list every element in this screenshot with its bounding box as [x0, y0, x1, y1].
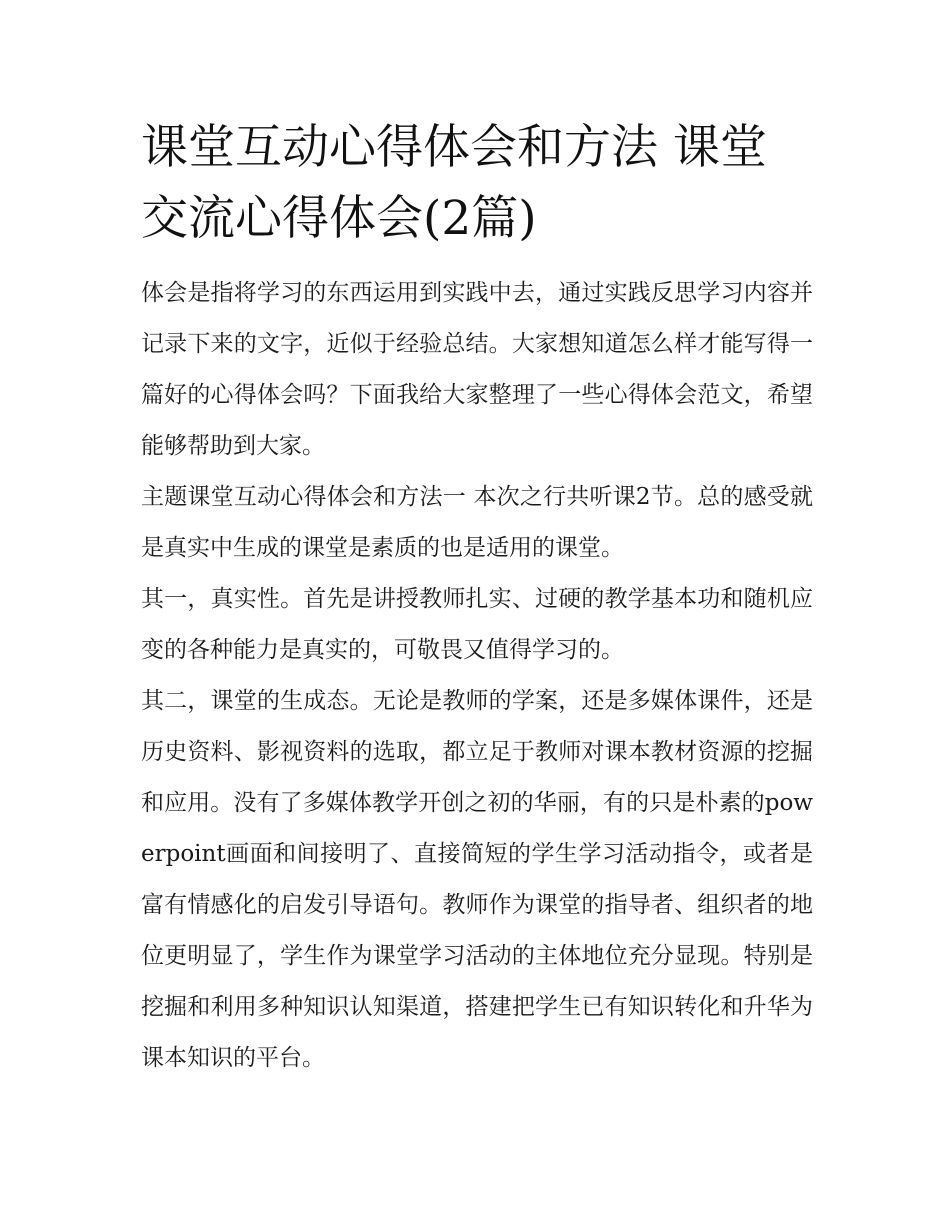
paragraph-topic: 主题课堂互动心得体会和方法一 本次之行共听课2节。总的感受就是真实中生成的课堂是素质的也是适用的课堂。: [141, 484, 813, 561]
paragraph-point-one: 其一，真实性。首先是讲授教师扎实、过硬的教学基本功和随机应变的各种能力是真实的，可敬畏又值得学习的。: [141, 586, 813, 663]
paragraph-intro: 体会是指将学习的东西运用到实践中去，通过实践反思学习内容并记录下来的文字，近似于经验总结。大家想知道怎么样才能写得一篇好的心得体会吗？下面我给大家整理了一些心得体会范文，希望能够帮助到大家。: [141, 280, 813, 459]
document-body: [141, 112, 813, 1084]
paragraph-point-two: 其二，课堂的生成态。无论是教师的学案，还是多媒体课件，还是历史资料、影视资料的选取，都立足于教师对课本教材资源的挖掘和应用。没有了多媒体教学开创之初的华丽，有的只是朴素的powerpoint画面和间接明了、直接简短的学生学习活动指令，或者是富有情感化的启发引导语句。教师作为课堂的指导者、组织者的地位更明显了，学生作为课堂学习活动的主体地位充分显现。特别是挖掘和利用多种知识认知渠道，搭建把学生已有知识转化和升华为课本知识的平台。: [141, 688, 813, 1071]
document-title: 课堂互动心得体会和方法 课堂交流心得体会(2篇): [141, 120, 767, 246]
